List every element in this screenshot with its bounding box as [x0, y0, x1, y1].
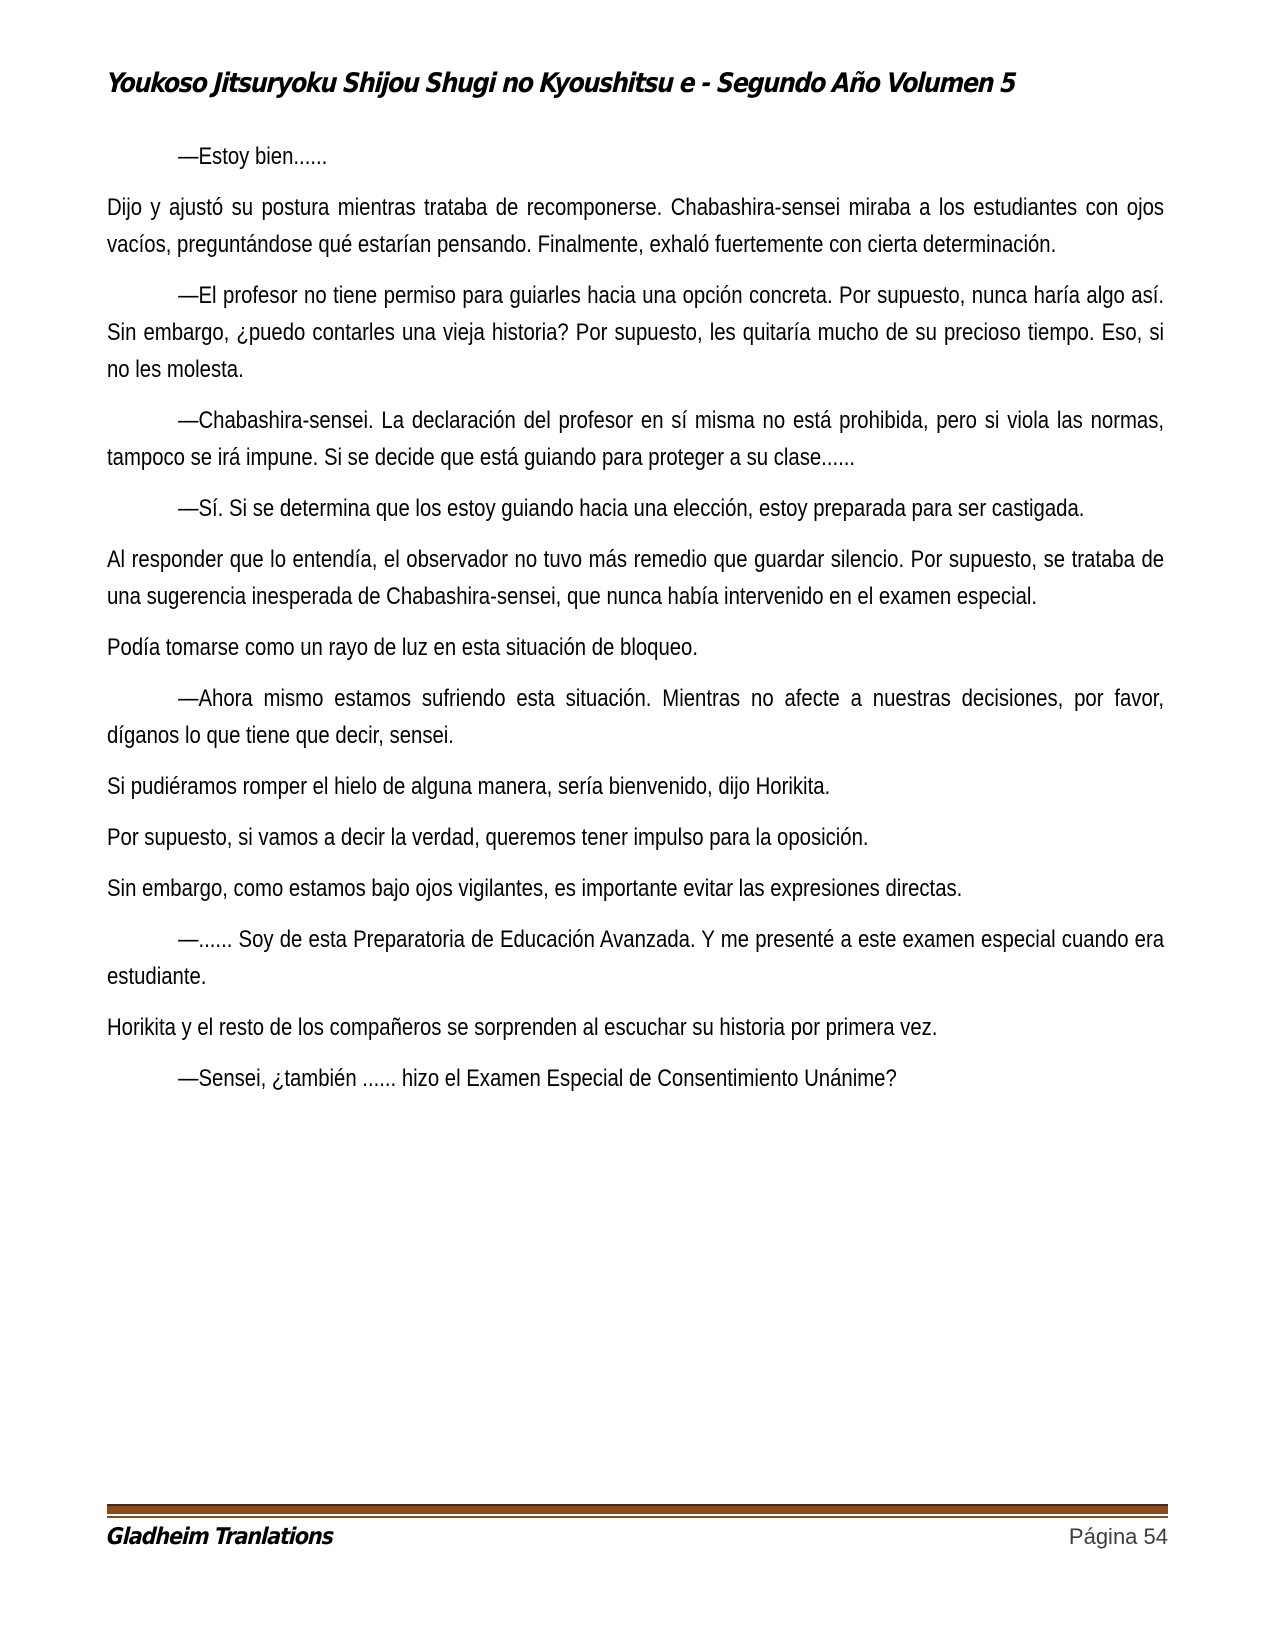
paragraph: Podía tomarse como un rayo de luz en esta situación de bloqueo.	[107, 634, 699, 661]
footer-rule-thin-line	[107, 1516, 1168, 1518]
paragraph: Sin embargo, como estamos bajo ojos vigilantes, es importante evitar las expresiones directas.	[107, 875, 963, 902]
footer-rule-main-band	[107, 1506, 1168, 1514]
paragraph: Horikita y el resto de los compañeros se sorprenden al escuchar su historia por primera vez.	[107, 1014, 938, 1041]
paragraph: —...... Soy de esta Preparatoria de Educación Avanzada. Y me presenté a este examen especial cuando era estudiante.	[107, 926, 1165, 990]
page-footer	[107, 1524, 1168, 1550]
page-header-title: Youkoso Jitsuryoku Shijou Shugi no Kyoushitsu e - Segundo Año Volumen 5	[106, 68, 1017, 99]
page-header	[107, 68, 1165, 99]
paragraph: Por supuesto, si vamos a decir la verdad, queremos tener impulso para la oposición.	[107, 824, 869, 851]
footer-divider-rule	[107, 1504, 1168, 1518]
paragraph: Al responder que lo entendía, el observador no tuvo más remedio que guardar silencio. Por supuesto, se trataba de una sugerencia inesperada de Chabashira-sensei, que nunca había intervenido en el examen especial.	[107, 546, 1165, 610]
paragraph: —Sensei, ¿también ...... hizo el Examen Especial de Consentimiento Unánime?	[178, 1065, 897, 1092]
paragraph: —Ahora mismo estamos sufriendo esta situación. Mientras no afecte a nuestras decisiones, por favor, díganos lo que tiene que decir, sensei.	[107, 685, 1165, 749]
body-text	[107, 138, 1164, 1111]
paragraph: —Estoy bien......	[178, 143, 328, 170]
paragraph: —Chabashira-sensei. La declaración del profesor en sí misma no está prohibida, pero si viola las normas, tampoco se irá impune. Si se decide que está guiando para proteger a su clase......	[107, 407, 1165, 471]
paragraph: —El profesor no tiene permiso para guiarles hacia una opción concreta. Por supuesto, nunca haría algo así. Sin embargo, ¿puedo contarles una vieja historia? Por supuesto, les quitaría mucho de su precioso tiempo. Eso, si no les molesta.	[107, 282, 1165, 383]
paragraph: Si pudiéramos romper el hielo de alguna manera, sería bienvenido, dijo Horikita.	[107, 773, 831, 800]
page-number: Página 54	[1068, 1524, 1168, 1549]
paragraph: Dijo y ajustó su postura mientras trataba de recomponerse. Chabashira-sensei miraba a los estudiantes con ojos vacíos, preguntándose qué estarían pensando. Finalmente, exhaló fuertemente con cierta determinación.	[107, 194, 1165, 258]
footer-translator: Gladheim Tranlations	[106, 1524, 334, 1550]
paragraph: —Sí. Si se determina que los estoy guiando hacia una elección, estoy preparada para ser castigada.	[178, 495, 1085, 522]
